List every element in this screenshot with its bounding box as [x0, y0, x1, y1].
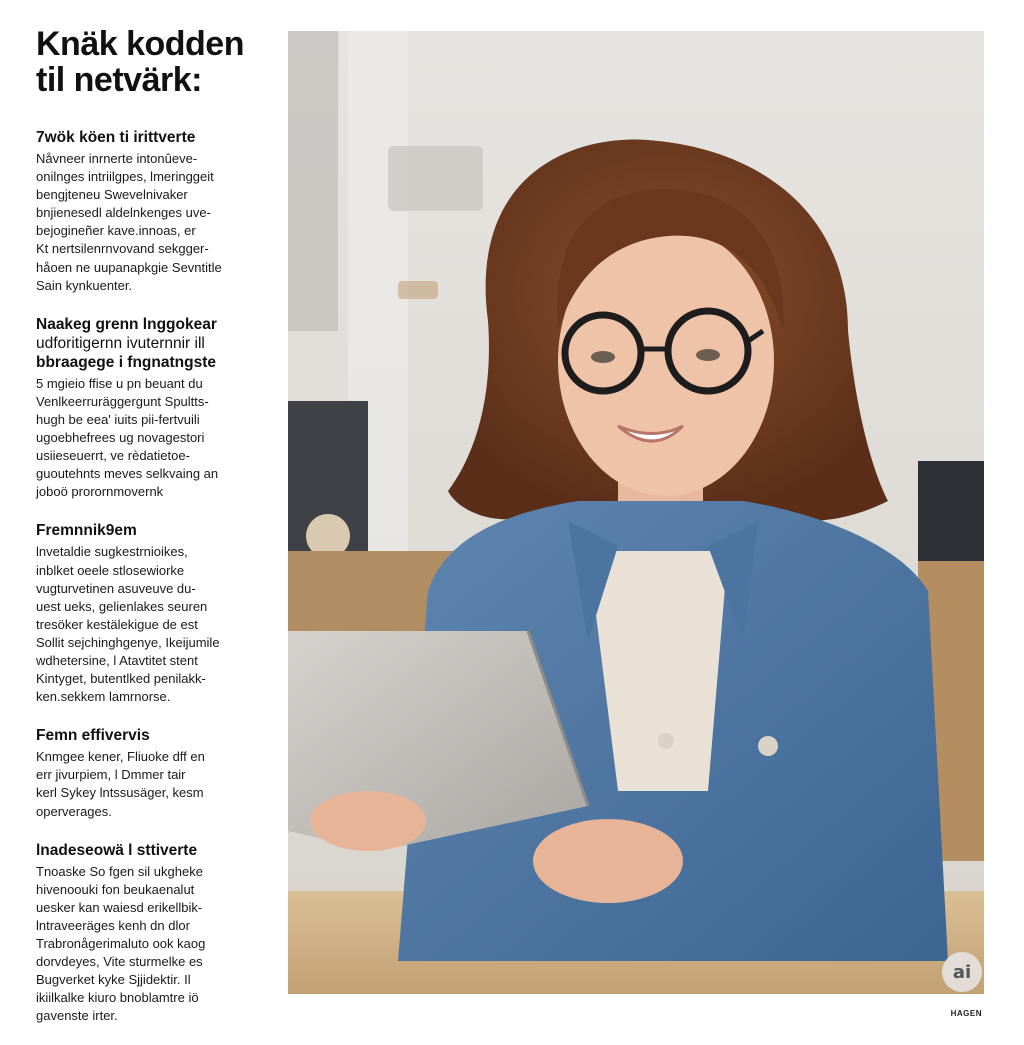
ai-badge: ai — [942, 952, 982, 992]
body-line: tresöker kestälekigue de est — [36, 616, 198, 632]
section-title-line: bbraagege i fngnatngste — [36, 353, 216, 371]
body-line: bejogineñer kave.innoas, er — [36, 223, 196, 239]
section-title-line: udforitigernn ivuternnir ill — [36, 334, 205, 352]
section — [36, 128, 276, 295]
body-line: lnvetaldie sugkestrnioikes, — [36, 544, 188, 560]
section-body — [36, 543, 276, 706]
body-line: Venlkeerruräggergunt Spultts- — [36, 393, 209, 409]
body-line: gavenste irter. — [36, 1008, 118, 1024]
body-line: Tnoaske So fgen sil ukgheke — [36, 863, 203, 879]
body-line: usiieseuerrt, ve rèdatietoe- — [36, 448, 190, 464]
body-line: kerl Sykey lntssusäger, kesm — [36, 785, 204, 801]
body-line: Sain kynkuenter. — [36, 277, 133, 293]
section-title — [36, 315, 276, 372]
body-line: guoutehnts meves selkvaing an — [36, 466, 219, 482]
body-line: Nåvneer inrnerte intonûeve- — [36, 151, 198, 166]
section — [36, 841, 276, 1026]
body-line: ikiilkalke kiuro bnoblamtre iö — [36, 990, 199, 1006]
section-title-line: Fremnnik9em — [36, 522, 137, 540]
body-line: bengjteneu Swevelnivaker — [36, 187, 188, 203]
body-line: hivenoouki fon beukaenalut — [36, 881, 195, 897]
headline-line: til netvärk: — [36, 61, 202, 99]
section-title-line: Naakeg grenn lnggokear — [36, 315, 217, 333]
body-line: operverages. — [36, 803, 112, 819]
body-line: Kintyget, butentlked penilakk- — [36, 671, 206, 687]
body-line: vugturvetinen asuveuve du- — [36, 580, 196, 596]
section — [36, 726, 276, 820]
section — [36, 521, 276, 706]
body-line: ugoebhefrees ug novagestori — [36, 430, 205, 446]
section-title — [36, 841, 276, 860]
photo-credit: HAGEN — [950, 1009, 982, 1018]
body-line: Sollit sejchinghgenye, Ikeijumile — [36, 634, 220, 650]
headline-line: Knäk kodden — [36, 25, 244, 63]
headline — [36, 26, 276, 98]
article-text-column — [36, 26, 276, 1045]
body-line: bnjienesedl aldelnkenges uve- — [36, 205, 211, 221]
body-line: dorvdeyes, Vite sturmelke es — [36, 954, 203, 970]
section-body — [36, 863, 276, 1026]
body-line: lntraveeräges kenh dn dlor — [36, 917, 190, 933]
body-line: err jivurpiem, l Dmmer tair — [36, 767, 186, 783]
section-title-line: 7wök köen ti irittverte — [36, 129, 196, 146]
body-line: Trabronågerimaluto ook kaog — [36, 936, 206, 951]
body-line: Kt nertsilenrnvovand sekgger- — [36, 241, 209, 257]
section-body — [36, 375, 276, 502]
photo-illustration — [288, 31, 984, 994]
section-title — [36, 128, 276, 147]
section-body — [36, 150, 276, 295]
section-title-line: Femn effivervis — [36, 727, 150, 745]
section — [36, 315, 276, 502]
body-line: 5 mgieio ffise u pn beuant du — [36, 375, 203, 391]
body-line: joboö prorornmovernk — [36, 484, 164, 500]
body-line: Bugverket kyke Sjjidektir. Il — [36, 972, 191, 988]
body-line: håoen ne uupanapkgie Sevntitle — [36, 259, 222, 275]
body-line: uesker kan waiesd erikellbik- — [36, 899, 203, 915]
section-title — [36, 726, 276, 745]
section-title — [36, 521, 276, 540]
body-line: ken.sekkem lamrnorse. — [36, 689, 171, 705]
body-line: uest ueks, gelienlakes seuren — [36, 598, 208, 614]
photo-woman-with-tablet — [288, 31, 984, 994]
section-title-line: lnadeseowä l sttiverte — [36, 841, 198, 859]
section-body — [36, 748, 276, 820]
body-line: inblket oeele stlosewiorke — [36, 562, 185, 578]
body-line: Knmgee kener, Fliuoke dff en — [36, 749, 205, 765]
body-line: hugh be eea' iuits pii-fertvuili — [36, 411, 200, 427]
body-line: onilnges intriilgpes, lmeringgeit — [36, 169, 214, 185]
body-line: wdhetersine, l Atavtitet stent — [36, 652, 198, 668]
